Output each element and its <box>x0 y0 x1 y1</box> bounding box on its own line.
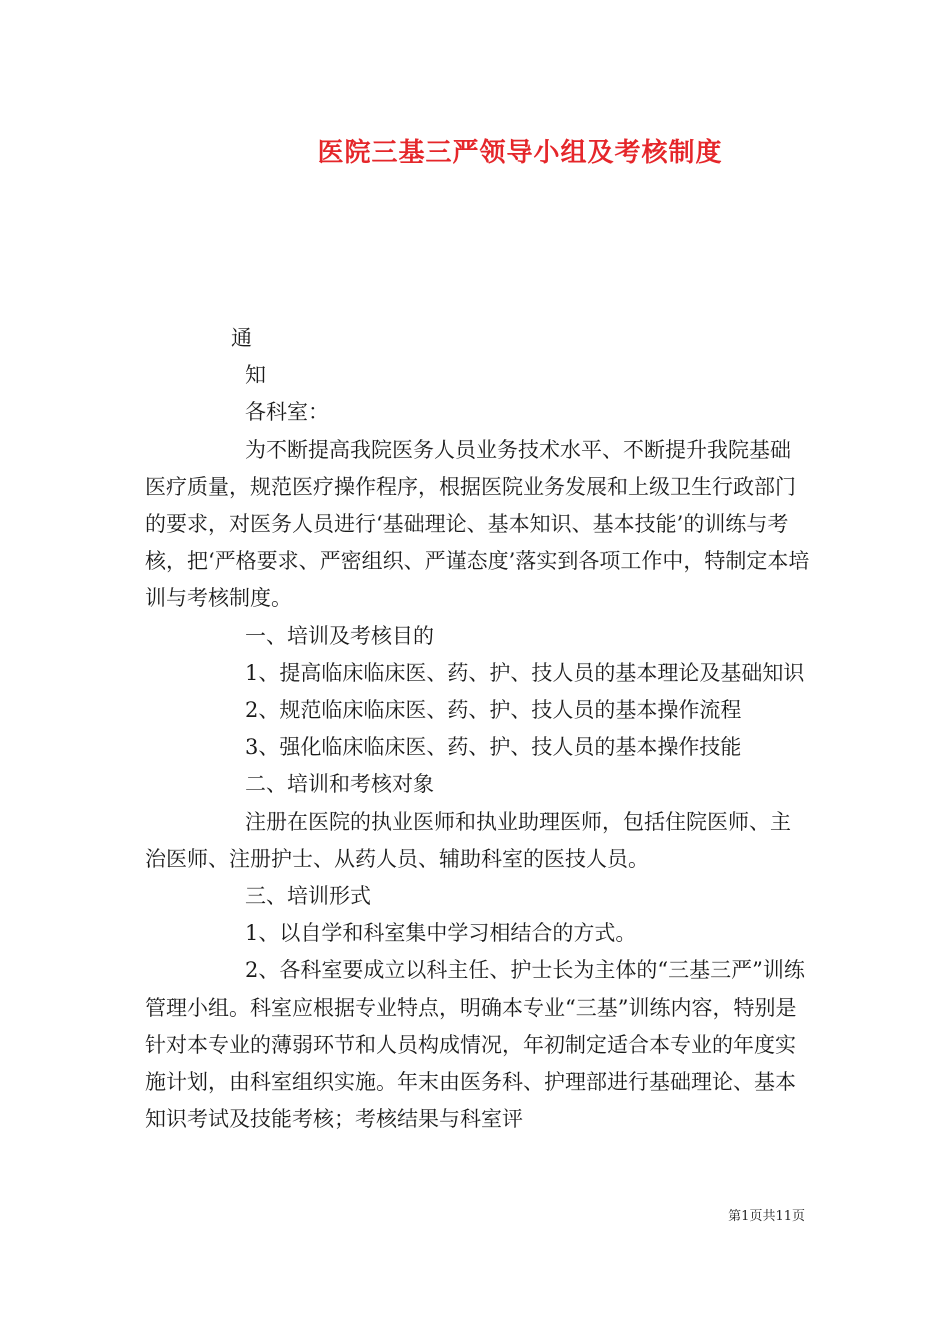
page-number: 第1页共11页 <box>728 1209 805 1224</box>
list-item: 1、提高临床临床医、药、护、技人员的基本理论及基础知识 <box>245 660 805 685</box>
section-heading-3: 三、培训形式 <box>245 884 371 909</box>
salutation: 各科室： <box>245 400 329 425</box>
document-body <box>145 320 810 1138</box>
notice-heading-char-2: 知 <box>245 363 266 388</box>
section-heading-2: 二、培训和考核对象 <box>245 772 434 797</box>
document-title: 医院三基三严领导小组及考核制度 <box>317 138 723 168</box>
body-paragraph: 注册在医院的执业医师和执业助理医师，包括住院医师、主治医师、注册护士、从药人员、辅助科室的医技人员。 <box>145 809 791 871</box>
intro-paragraph: 为不断提高我院医务人员业务技术水平、不断提升我院基础医疗质量，规范医疗操作程序，根据医院业务发展和上级卫生行政部门的要求，对医务人员进行‘基础理论、基本知识、基本技能’的训练与考核，把‘严格要求、严密组织、严谨态度’落实到各项工作中，特制定本培训与考核制度。 <box>145 437 810 611</box>
list-item: 3、强化临床临床医、药、护、技人员的基本操作技能 <box>245 735 742 760</box>
list-item: 2、各科室要成立以科主任、护士长为主体的“三基三严”训练管理小组。科室应根据专业特点，明确本专业“三基”训练内容，特别是针对本专业的薄弱环节和人员构成情况，年初制定适合本专业的年度实施计划，由科室组织实施。年末由医务科、护理部进行基础理论、基本知识考试及技能考核；考核结果与科室评 <box>145 958 805 1132</box>
list-item: 1、以自学和科室集中学习相结合的方式。 <box>245 921 637 946</box>
section-heading-1: 一、培训及考核目的 <box>245 623 434 648</box>
notice-heading-char-1: 通 <box>231 326 252 350</box>
list-item: 2、规范临床临床医、药、护、技人员的基本操作流程 <box>245 698 742 723</box>
